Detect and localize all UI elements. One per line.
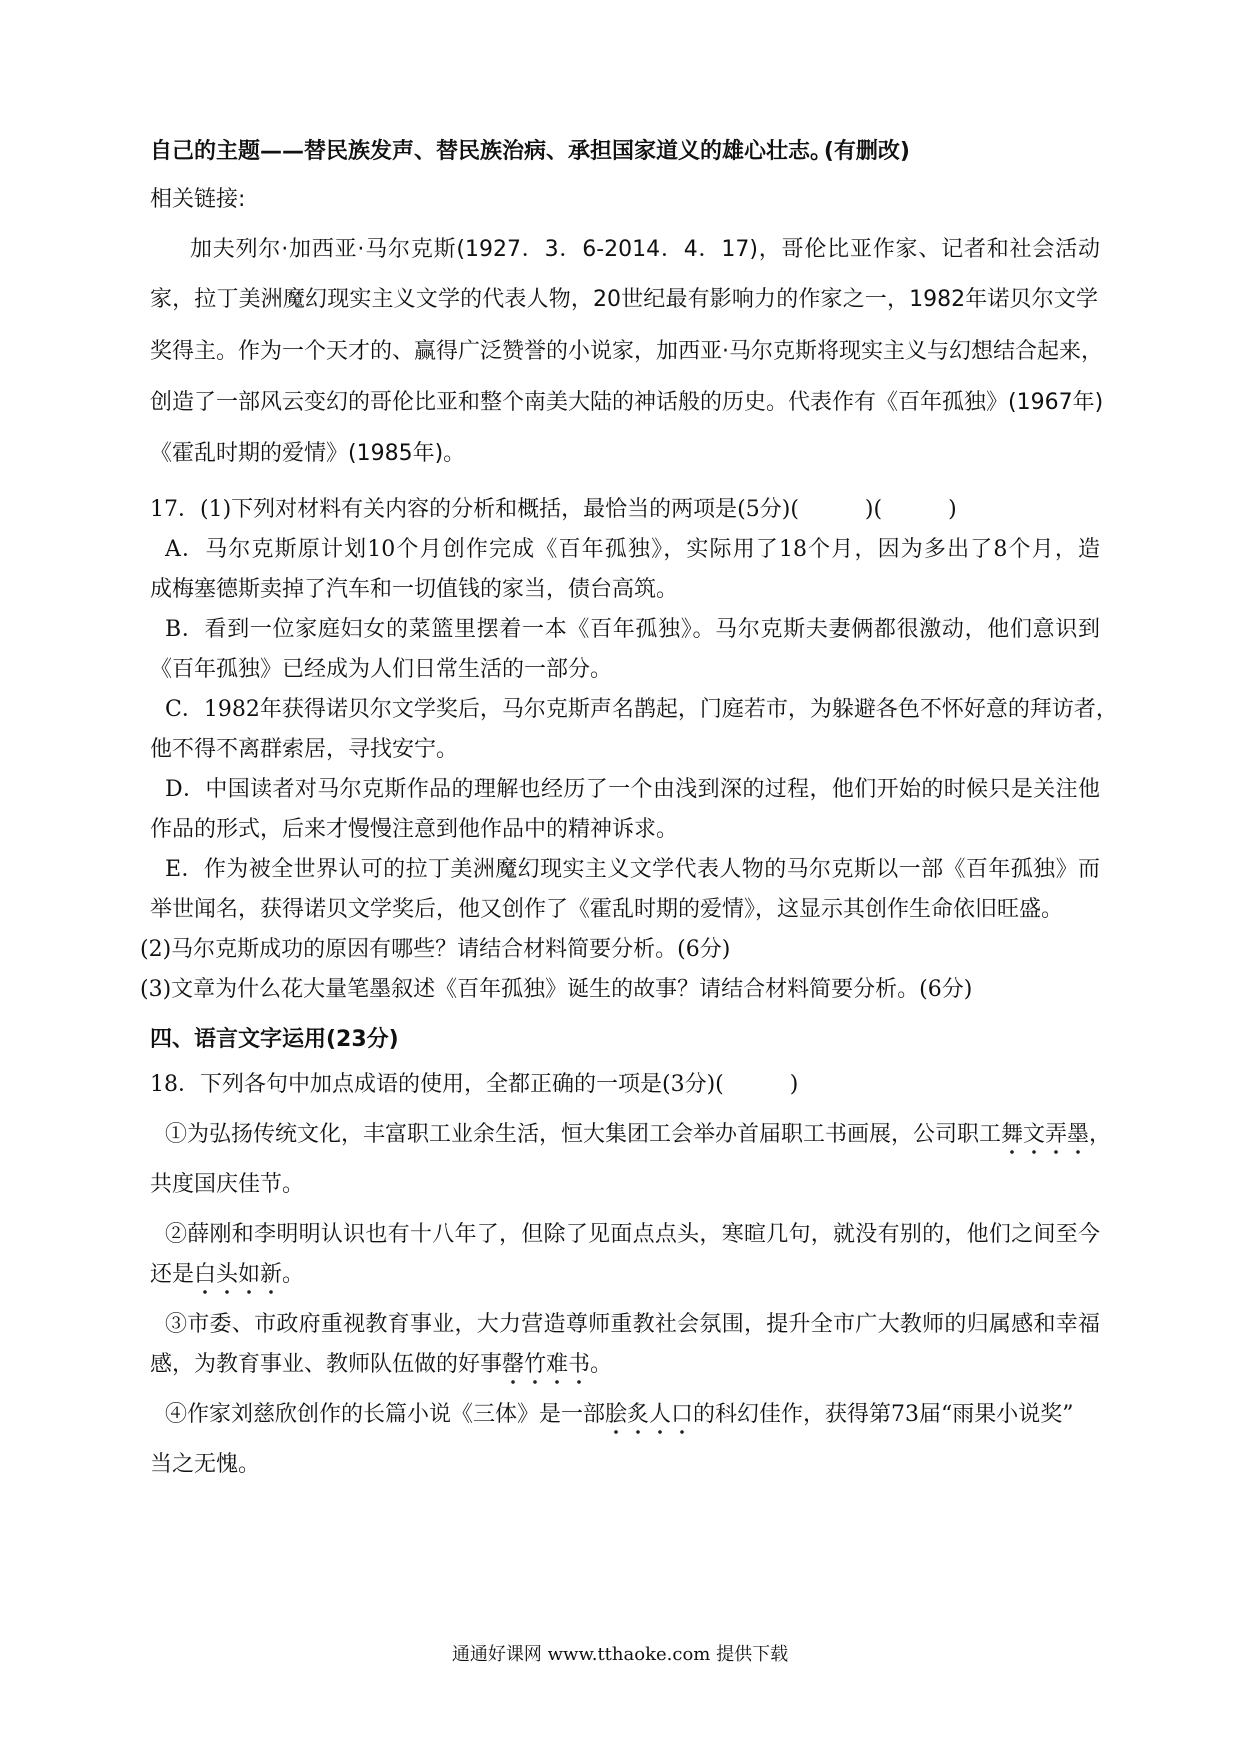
q17-option-d-line2: 作品的形式，后来才慢慢注意到他作品中的精神诉求。 (150, 817, 679, 842)
q18-s4-text-2: 的科幻佳作，获得第73届“雨果小说奖” (693, 1402, 1074, 1427)
q18-sentence-3-cont (150, 1350, 1100, 1380)
passage-text: 自己的主题——替民族发声、替民族治病、承担国家道义的雄心壮志。 (150, 139, 833, 164)
q18-stem: 18．下列各句中加点成语的使用，全都正确的一项是(3分)( ) (150, 1072, 799, 1097)
q17-option-e-line2: 举世闻名，获得诺贝文学奖后，他又创作了《霍乱时期的爱情》，这显示其创作生命依旧旺盛。 (150, 897, 1064, 922)
related-line-3: 奖得主。作为一个天才的、赢得广泛赞誉的小说家，加西亚·马尔克斯将现实主义与幻想结合起来， (150, 339, 1103, 364)
q17-stem: 17．(1)下列对材料有关内容的分析和概括，最恰当的两项是(5分)( )( ) (150, 497, 957, 522)
q18-s1-text: ①为弘扬传统文化，丰富职工业余生活，恒大集团工会举办首届职工书画展，公司职工 (165, 1122, 1002, 1147)
q18-s1-punct: ， (1089, 1122, 1112, 1147)
q18-sentence-1 (165, 1120, 1112, 1150)
q18-s3-idiom: 罄竹难书 (502, 1352, 590, 1385)
q18-s1-idiom: 舞文弄墨 (1001, 1122, 1089, 1155)
page-footer: 通通好课网 www.tthaoke.com 提供下载 (451, 1644, 789, 1665)
q18-s4-idiom: 脍炙人口 (605, 1402, 693, 1435)
q17-option-b-line1: B．看到一位家庭妇女的菜篮里摆着一本《百年孤独》。马尔克斯夫妻俩都很激动，他们意识到 (165, 617, 1100, 642)
related-line-5: 《霍乱时期的爱情》(1985年)。 (150, 441, 466, 466)
q17-sub3: (3)文章为什么花大量笔墨叙述《百年孤独》诞生的故事？请结合材料简要分析。(6分) (140, 977, 973, 1002)
q18-sentence-4 (165, 1400, 1100, 1430)
passage-closing-line (150, 137, 1100, 167)
edit-note: (有删改) (823, 139, 910, 164)
q17-option-a-line2: 成梅塞德斯卖掉了汽车和一切值钱的家当，债台高筑。 (150, 577, 679, 602)
q17-option-c-line2: 他不得不离群索居，寻找安宁。 (150, 737, 459, 762)
section-4-title: 四、语言文字运用(23分) (150, 1027, 399, 1052)
q17-option-c-line1: C．1982年获得诺贝尔文学奖后，马尔克斯声名鹊起，门庭若市，为躲避各色不怀好意的拜访者， (165, 697, 1118, 722)
q17-sub2: (2)马尔克斯成功的原因有哪些？请结合材料简要分析。(6分) (140, 937, 731, 962)
q18-s2-idiom: 白头如新 (194, 1262, 282, 1295)
q18-sentence-3: ③市委、市政府重视教育事业，大力营造尊师重教社会氛围，提升全市广大教师的归属感和幸福 (165, 1312, 1100, 1337)
q18-sentence-1-cont: 共度国庆佳节。 (150, 1172, 305, 1197)
q18-s2-text: 还是 (150, 1262, 195, 1287)
related-line-2: 家，拉丁美洲魔幻现实主义文学的代表人物，20世纪最有影响力的作家之一，1982年诺贝尔文学 (150, 287, 1098, 312)
q18-sentence-4-cont: 当之无愧。 (150, 1452, 261, 1477)
q18-s3-punct: 。 (590, 1352, 613, 1377)
q17-option-a-line1: A．马尔克斯原计划10个月创作完成《百年孤独》，实际用了18个月，因为多出了8个月，造 (165, 537, 1100, 562)
q18-s2-punct: 。 (282, 1262, 305, 1287)
q18-sentence-2: ②薛刚和李明明认识也有十八年了，但除了见面点点头，寒暄几句，就没有别的，他们之间至今 (165, 1222, 1100, 1247)
q18-s3-text: 感，为教育事业、教师队伍做的好事 (150, 1352, 503, 1377)
related-line-4: 创造了一部风云变幻的哥伦比亚和整个南美大陆的神话般的历史。代表作有《百年孤独》(1967年) (150, 390, 1104, 415)
related-heading: 相关链接: (150, 187, 246, 212)
q18-sentence-2-cont (150, 1260, 1100, 1290)
q18-s4-text: ④作家刘慈欣创作的长篇小说《三体》是一部 (165, 1402, 606, 1427)
related-line-1: 加夫列尔·加西亚·马尔克斯(1927．3．6-2014．4．17)，哥伦比亚作家、记者和社会活动 (190, 237, 1100, 262)
q17-option-e-line1: E．作为被全世界认可的拉丁美洲魔幻现实主义文学代表人物的马尔克斯以一部《百年孤独》而 (165, 857, 1100, 882)
q17-option-d-line1: D．中国读者对马尔克斯作品的理解也经历了一个由浅到深的过程，他们开始的时候只是关注他 (165, 777, 1100, 802)
q17-option-b-line2: 《百年孤独》已经成为人们日常生活的一部分。 (150, 657, 613, 682)
